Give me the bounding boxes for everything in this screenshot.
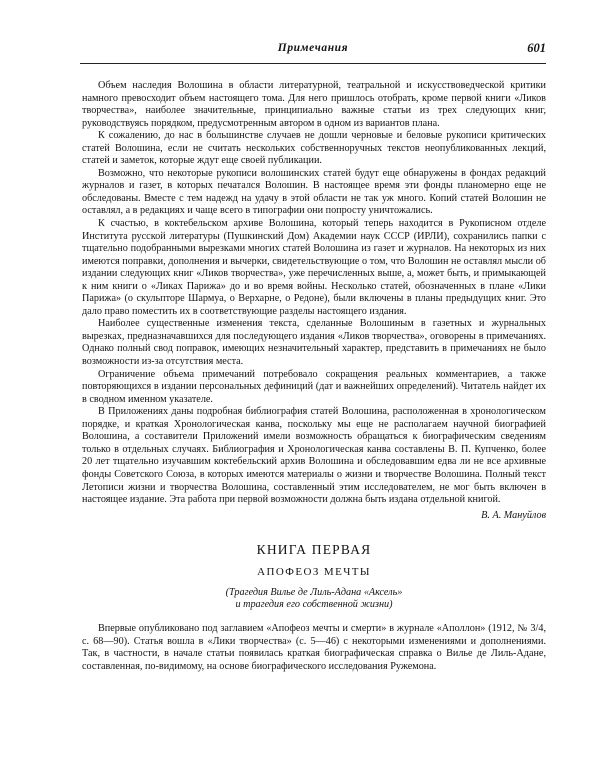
- running-head: [80, 42, 546, 58]
- page-number: 601: [527, 41, 546, 55]
- section-note: Впервые опубликовано под заглавием «Апофеоз мечты и смерти» в журнале «Аполлон» (1912, № 3/4, с. 68—90). Статья вошла в «Лики творчества» (с. 5—46) с некоторыми изменениями и дополнениями. Так, в частности, в начале статьи появилась краткая биографическая справка о Вилье де Лиль-Адане, составленная, по-видимому, на основе биографического исследования Ружемона.: [82, 623, 546, 672]
- header-rule: [80, 63, 546, 64]
- text-body: [82, 80, 546, 673]
- paragraph: Объем наследия Волошина в области литературной, театральной и искусствоведческой критики намного превосходит объем настоящего тома. Для него пришлось отобрать, кроме первой книги «Ликов творчества», наиболее значительные, принципиально важные статьи из трех следующих книг, руководствуясь порядком, предусмотренным автором в одном из вариантов плана.: [82, 80, 546, 129]
- header-title: Примечания: [277, 42, 349, 54]
- author-signature: В. А. Мануйлов: [481, 509, 546, 521]
- paragraph: К сожалению, до нас в большинстве случаев не дошли черновые и беловые рукописи критических статей Волошина, если не считать нескольких собственноручных текстов неопубликованных лекций, статей и заметок, которые ждут еще своей публикации.: [82, 130, 546, 167]
- book-heading: КНИГА ПЕРВАЯ: [256, 542, 372, 558]
- subtitle-line: (Трагедия Вилье де Лиль-Адана «Аксель»: [225, 587, 403, 599]
- paragraph: Возможно, что некоторые рукописи волошинских статей будут еще обнаружены в фондах редакций журналов и газет, в которых печатался Волошин. В настоящее время эти фонды планомерно еще не обследованы. Вместе с тем надежд на удачу в этой области не так уж много. Копий статей Волошин не оставлял, а в редакциях и чаще всего в типографии они попросту уничтожались.: [82, 167, 546, 217]
- paragraph: Ограничение объема примечаний потребовало сокращения реальных комментариев, а также повторяющихся в издании персональных дефиниций (дат и важнейших определений). Читатель найдет их в сводном именном указателе.: [82, 368, 546, 405]
- section-heading: АПОФЕОЗ МЕЧТЫ: [257, 565, 371, 578]
- section-subtitle: [82, 587, 546, 611]
- subtitle-line: и трагедия его собственной жизни): [235, 599, 393, 611]
- paragraph: К счастью, в коктебельском архиве Волошина, который теперь находится в Рукописном отделе Института русской литературы (Пушкинский Дом) Академии наук СССР (ИРЛИ), сохранились папки с тщательно подобранными вырезками многих статей Волошина из газет и журналов. На некоторых из них имеются поправки, дополнения и вычерки, свидетельствующие о том, что Волошин не оставлял мысли об издании следующих книг «Ликов творчества», уже перечисленных выше, а, может быть, и примыкающей к ним книги о «Ликах Парижа» до и во время войны. Несколько статей, обозначенных в плане «Лики Парижа» (о скульпторе Шармуа, о Верхарне, о Редоне), были включены в планы предыдущих книг. Это дало право поместить их в соответствующие разделы настоящего издания.: [82, 218, 546, 317]
- paragraph: Наиболее существенные изменения текста, сделанные Волошиным в газетных и журнальных вырезках, предназначавшихся для последующего издания «Ликов творчества», оговорены в примечаниях. Однако полный свод поправок, имеющих незначительный характер, представить в примечаниях не было возможности из-за отсутствия места.: [82, 318, 546, 368]
- paragraph: В Приложениях даны подробная библиография статей Волошина, расположенная в хронологическом порядке, и краткая Хронологическая канва, поскольку мы еще не располагаем научной биографией Волошина, а составители Приложений имели возможность обращаться к биографическим сведениям только в отдельных случаях. Библиография и Хронологическая канва составлены В. П. Купченко, более 20 лет тщательно изучавшим коктебельский архив Волошина и обследовавшим едва ли не все архивные фонды Советского Союза, в которых имеются материалы о жизни и творчестве Волошина. Полный текст Летописи жизни и творчества Волошина, составленный этим исследователем, не мог быть включен в настоящее издание. Эта работа при первой возможности должна быть издана отдельной книгой.: [82, 406, 546, 506]
